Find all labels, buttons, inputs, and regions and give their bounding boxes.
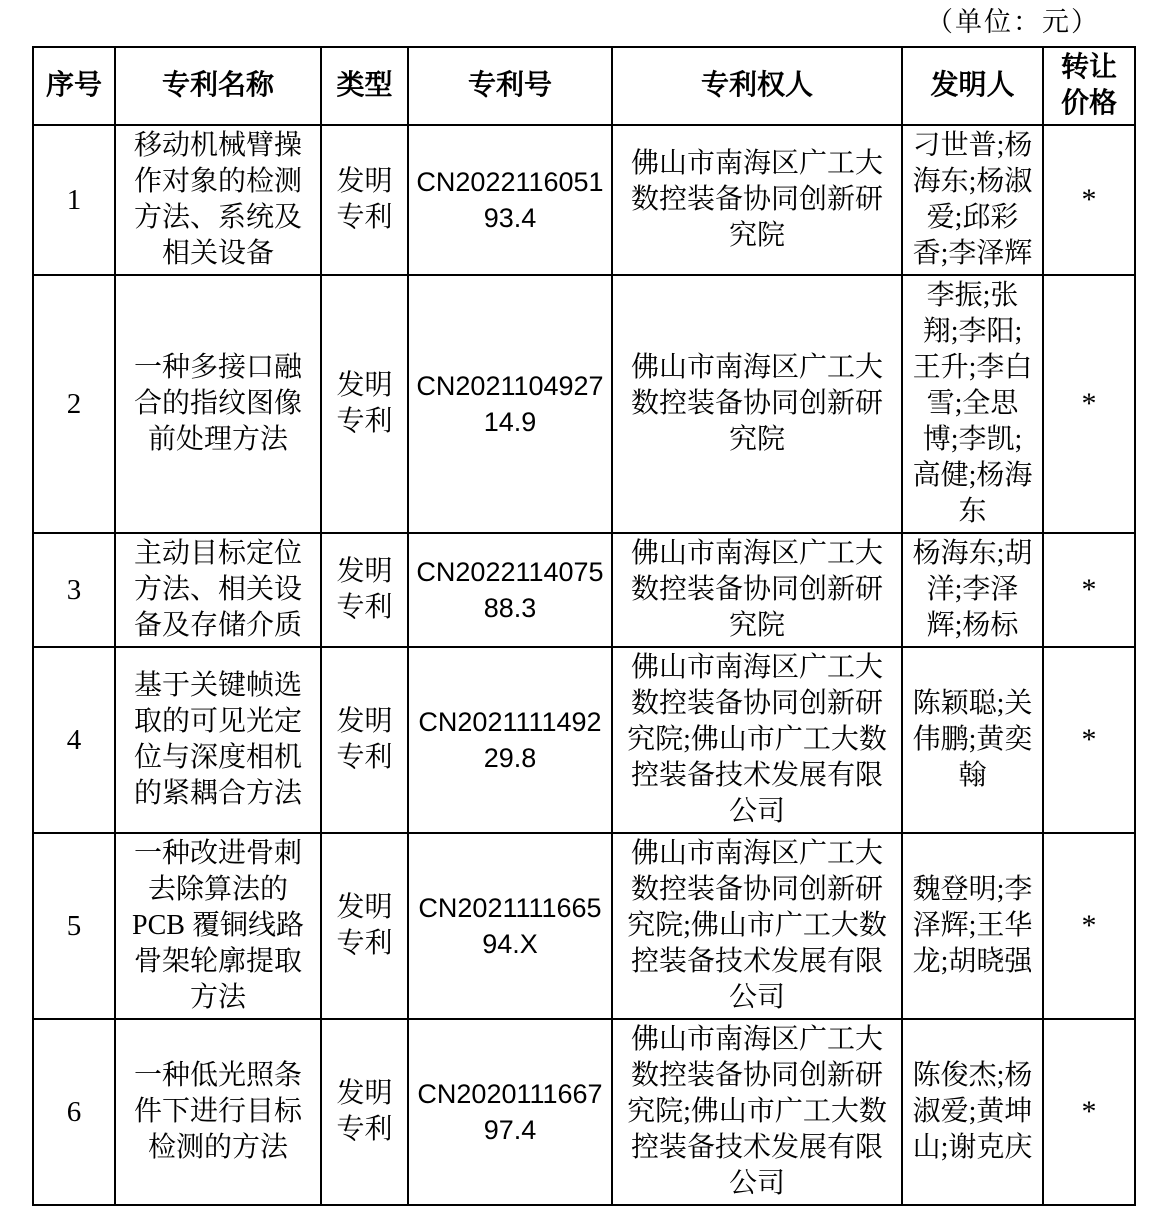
cell-patent-number: CN202211605193.4 bbox=[408, 125, 612, 275]
cell-serial: 6 bbox=[33, 1019, 115, 1205]
patent-transfer-table bbox=[32, 46, 1136, 1206]
cell-serial: 4 bbox=[33, 647, 115, 833]
table-header-row bbox=[33, 47, 1135, 125]
header-serial: 序号 bbox=[33, 47, 115, 125]
cell-patent-number: CN202011166797.4 bbox=[408, 1019, 612, 1205]
cell-inventors: 李振;张翔;李阳;王升;李白雪;全思博;李凯;高健;杨海东 bbox=[902, 275, 1043, 533]
cell-patent-number: CN202211407588.3 bbox=[408, 533, 612, 647]
cell-patent-number: CN202110492714.9 bbox=[408, 275, 612, 533]
cell-price: * bbox=[1043, 533, 1135, 647]
cell-type: 发明专利 bbox=[321, 125, 408, 275]
cell-patent-number: CN202111149229.8 bbox=[408, 647, 612, 833]
cell-price: * bbox=[1043, 1019, 1135, 1205]
header-type: 类型 bbox=[321, 47, 408, 125]
cell-patent-name: 移动机械臂操作对象的检测方法、系统及相关设备 bbox=[115, 125, 321, 275]
cell-owner: 佛山市南海区广工大数控装备协同创新研究院 bbox=[612, 275, 902, 533]
cell-inventors: 陈颖聪;关伟鹏;黄奕翰 bbox=[902, 647, 1043, 833]
table-row bbox=[33, 533, 1135, 647]
cell-owner: 佛山市南海区广工大数控装备协同创新研究院;佛山市广工大数控装备技术发展有限公司 bbox=[612, 833, 902, 1019]
cell-patent-name: 一种多接口融合的指纹图像前处理方法 bbox=[115, 275, 321, 533]
header-owner: 专利权人 bbox=[612, 47, 902, 125]
cell-patent-name: 一种低光照条件下进行目标检测的方法 bbox=[115, 1019, 321, 1205]
unit-label: （单位：元） bbox=[926, 7, 1100, 37]
header-inventors: 发明人 bbox=[902, 47, 1043, 125]
cell-patent-name: 基于关键帧选取的可见光定位与深度相机的紧耦合方法 bbox=[115, 647, 321, 833]
cell-serial: 2 bbox=[33, 275, 115, 533]
cell-inventors: 杨海东;胡洋;李泽辉;杨标 bbox=[902, 533, 1043, 647]
cell-type: 发明专利 bbox=[321, 833, 408, 1019]
cell-inventors: 魏登明;李泽辉;王华龙;胡晓强 bbox=[902, 833, 1043, 1019]
cell-serial: 5 bbox=[33, 833, 115, 1019]
cell-inventors: 陈俊杰;杨淑爱;黄坤山;谢克庆 bbox=[902, 1019, 1043, 1205]
header-patent-name: 专利名称 bbox=[115, 47, 321, 125]
table-row bbox=[33, 275, 1135, 533]
cell-owner: 佛山市南海区广工大数控装备协同创新研究院;佛山市广工大数控装备技术发展有限公司 bbox=[612, 1019, 902, 1205]
cell-type: 发明专利 bbox=[321, 647, 408, 833]
cell-type: 发明专利 bbox=[321, 533, 408, 647]
cell-type: 发明专利 bbox=[321, 1019, 408, 1205]
cell-price: * bbox=[1043, 275, 1135, 533]
table-row bbox=[33, 125, 1135, 275]
cell-owner: 佛山市南海区广工大数控装备协同创新研究院 bbox=[612, 533, 902, 647]
cell-owner: 佛山市南海区广工大数控装备协同创新研究院 bbox=[612, 125, 902, 275]
table-row bbox=[33, 1019, 1135, 1205]
cell-price: * bbox=[1043, 833, 1135, 1019]
cell-patent-name: 一种改进骨刺去除算法的 PCB 覆铜线路骨架轮廓提取方法 bbox=[115, 833, 321, 1019]
cell-price: * bbox=[1043, 125, 1135, 275]
cell-owner: 佛山市南海区广工大数控装备协同创新研究院;佛山市广工大数控装备技术发展有限公司 bbox=[612, 647, 902, 833]
cell-patent-number: CN202111166594.X bbox=[408, 833, 612, 1019]
cell-inventors: 刁世普;杨海东;杨淑爱;邱彩香;李泽辉 bbox=[902, 125, 1043, 275]
header-patent-number: 专利号 bbox=[408, 47, 612, 125]
cell-price: * bbox=[1043, 647, 1135, 833]
cell-serial: 3 bbox=[33, 533, 115, 647]
cell-type: 发明专利 bbox=[321, 275, 408, 533]
cell-serial: 1 bbox=[33, 125, 115, 275]
cell-patent-name: 主动目标定位方法、相关设备及存储介质 bbox=[115, 533, 321, 647]
table-row bbox=[33, 833, 1135, 1019]
header-price: 转让价格 bbox=[1043, 47, 1135, 125]
table-row bbox=[33, 647, 1135, 833]
